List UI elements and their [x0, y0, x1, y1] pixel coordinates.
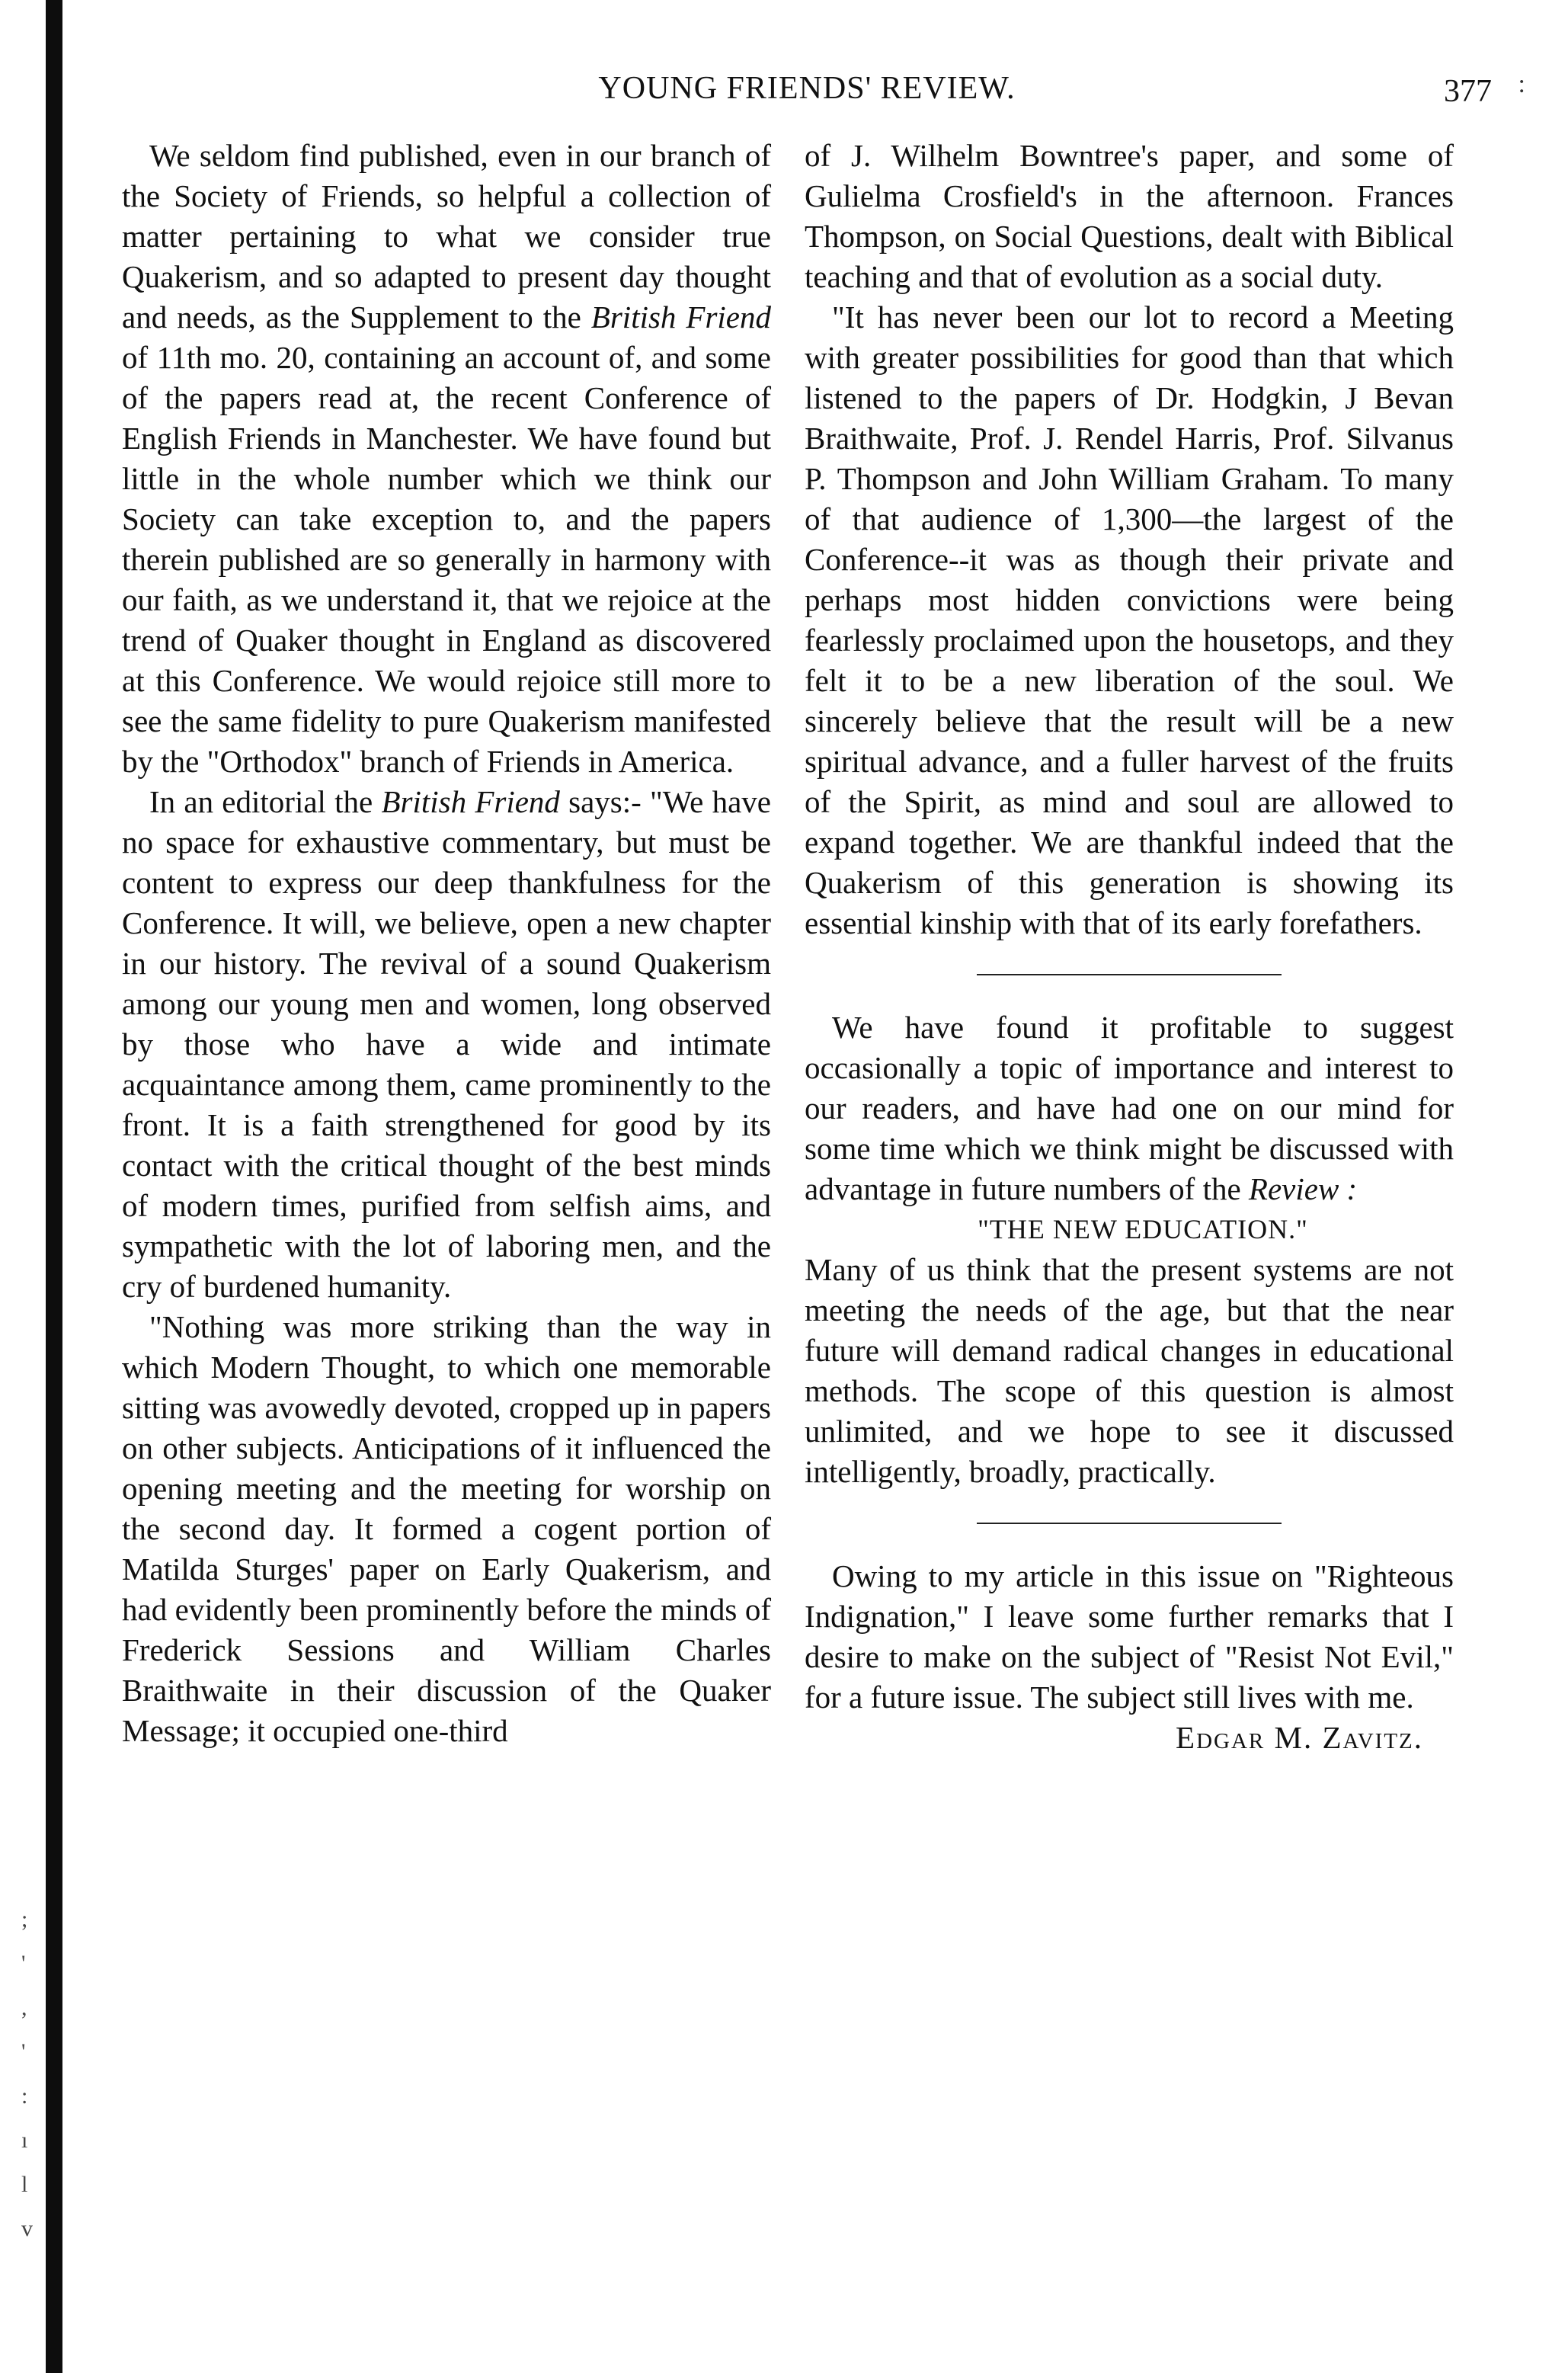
- section-divider: [977, 974, 1282, 975]
- section-divider: [977, 1523, 1282, 1524]
- paragraph-text: We seldom find published, even in our branch of the Society of Friends, so helpful a collection of matter pertaining to what we consider true Quakerism, and so adapted to present day thought and needs, as the Supplement to the: [122, 138, 771, 335]
- margin-marks: ; ' , ' : ı l v: [21, 1907, 33, 2241]
- section-subhead: "THE NEW EDUCATION.": [978, 1214, 1308, 1244]
- publication-title: Review :: [1248, 1171, 1358, 1206]
- paragraph-text: of 11th mo. 20, containing an account of, and some of the papers read at, the recent Conference of English Friends in Manchester. We have found but little in the whole number which we think our Society can take exception to, and the papers therein published are so generally in harmony with our faith, as we understand it, that we rejoice at the trend of Quaker thought in England as discovered at this Conference. We would rejoice still more to see the same fidelity to pure Quakerism manifested by the "Orthodox" branch of Friends in America.: [122, 340, 771, 779]
- publication-title: British Friend: [381, 784, 560, 819]
- paragraph-supplement: [122, 136, 771, 782]
- author-signature: Edgar M. Zavitz.: [1176, 1720, 1423, 1755]
- paragraph-continued: of J. Wilhelm Bowntree's paper, and some of Gulielma Crosfield's in the afternoon. Frances Thompson, on Social Questions, dealt with Biblical teaching and that of evolution as a social duty.: [805, 138, 1454, 294]
- paragraph-meeting: "It has never been our lot to record a Meeting with greater possibilities for good than that which listened to the papers of Dr. Hodgkin, J Bevan Braithwaite, Prof. J. Rendel Harris, Prof. Silvanus P. Thompson and John William Graham. To many of that audience of 1,300—the largest of the Conference--it was as though their private and perhaps most hidden convictions were being fearlessly proclaimed upon the housetops, and they felt it to be a new liberation of the soul. We sincerely believe that the result will be a new spiritual advance, and a fuller harvest of the fruits of the Spirit, as mind and soul are allowed to expand together. We are thankful indeed that the Quakerism of this generation is showing its essential kinship with that of its early forefathers.: [805, 299, 1454, 940]
- paragraph-education: Many of us think that the present systems are not meeting the needs of the age, but that the near future will demand radical changes in educational methods. The scope of this question is almost unlimited, and we hope to see it discussed intelligently, broadly, practically.: [805, 1252, 1454, 1489]
- paragraph-text: says:- "We have no space for exhaustive commentary, but must be content to express our deep thankfulness for the Conference. It will, we believe, open a new chapter in our history. The revival of a sound Quakerism among our young men and women, long observed by those who have a wide and intimate acquaintance among them, came prominently to the front. It is a faith strengthened for good by its contact with the critical thought of the best minds of modern times, purified from selfish aims, and sympathetic with the lot of laboring men, and the cry of burdened humanity.: [122, 784, 771, 1304]
- page-number: 377: [1444, 74, 1492, 109]
- publication-title: British Friend: [590, 299, 771, 335]
- page-header: [122, 70, 1492, 116]
- binding-shadow: [46, 0, 62, 2373]
- paragraph-topic: [805, 1007, 1454, 1209]
- left-column: [122, 136, 771, 1751]
- top-margin-mark: :: [1518, 70, 1525, 98]
- paragraph-editorial: [122, 782, 771, 1307]
- paragraph-modern-thought: "Nothing was more striking than the way in which Modern Thought, to which one memorable sitting was avowedly devoted, cropped up in papers on other subjects. Anticipations of it influenced the opening meeting and the meeting for worship on the second day. It formed a cogent portion of Matilda Sturges' paper on Early Quakerism, and had evidently been prominently before the minds of Frederick Sessions and William Charles Braithwaite in their discussion of the Quaker Message; it occupied one-third: [122, 1309, 771, 1748]
- paragraph-text: We have found it profitable to suggest occasionally a topic of importance and interest to our readers, and have had one on our mind for some time which we think might be discussed with advantage in future numbers of the: [805, 1010, 1454, 1206]
- right-column: [805, 136, 1454, 1758]
- paragraph-closing: Owing to my article in this issue on "Righteous Indignation," I leave some further remarks that I desire to make on the subject of "Resist Not Evil," for a future issue. The subject still lives with me.: [805, 1558, 1454, 1715]
- paragraph-text: In an editorial the: [149, 784, 382, 819]
- running-title: YOUNG FRIENDS' REVIEW.: [598, 71, 1016, 106]
